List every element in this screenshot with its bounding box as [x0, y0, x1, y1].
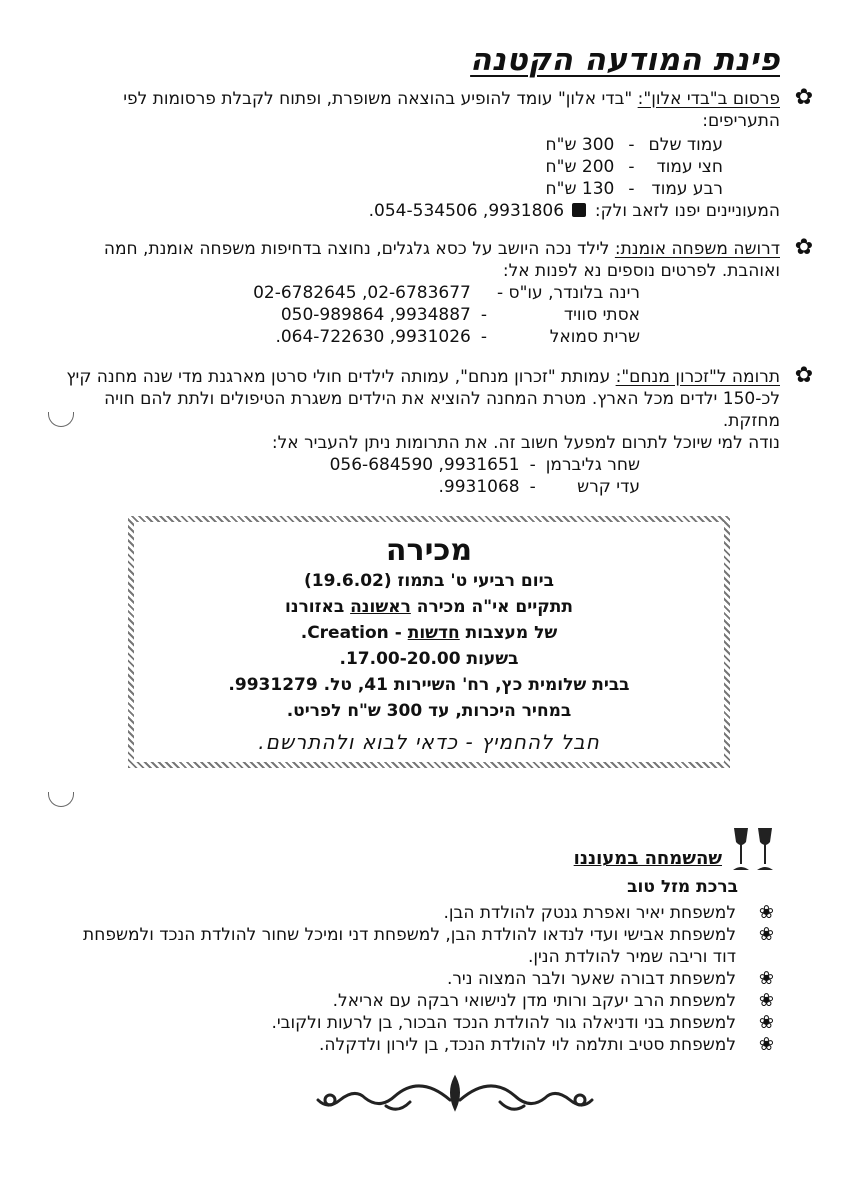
contact-row [243, 282, 640, 304]
contact-name: שחר גליברמן [545, 455, 640, 475]
price-row [532, 178, 723, 200]
contact-row [243, 304, 640, 326]
contact-sep [471, 282, 487, 304]
sale-text: באזורנו [285, 597, 351, 617]
flower-bullet-icon: ✿ [794, 363, 814, 388]
ad-contact-line [60, 200, 780, 222]
contact-phones: 9931026, 064-722630. [275, 327, 471, 347]
contact-row [243, 326, 640, 348]
ad-text: "בדי אלון" עומד להופיע בהוצאה משופרת, ופתוח לקבלת פרסומות לפי התעריפים: [123, 89, 780, 131]
contact-phones: 9931806, 054-534506. [368, 201, 565, 221]
price-label: רבע עמוד [651, 179, 723, 199]
phone-icon [572, 203, 586, 217]
decorative-ornament-icon [310, 1070, 600, 1120]
ad-text: עמותת "זכרון מנחם", עמותה לילדים חולי סרטן מארגנת מדי שנה מחנה קיץ לכ-150 ילדים מכל הארץ. מטרת המחנה להוציא את הילדים משגרת הטיפולים ולתת להם חויה מחזקת. [66, 367, 780, 431]
ad-section-donation [60, 363, 814, 498]
ad-heading: תרומה ל"זכרון מנחם": [615, 367, 780, 387]
blessing-text: למשפחת סטיב ותלמה לוי להולדת הנכד, בן לירון ולדקלה. [319, 1035, 736, 1055]
contact-prefix: המעוניינים יפנו לזאב ולק: [594, 201, 780, 221]
price-row [532, 134, 723, 156]
price-label: עמוד שלם [648, 135, 723, 155]
ad-paragraph [60, 88, 780, 132]
sale-price: במחיר היכרות, עד 300 ש"ח לפריט. [286, 701, 572, 721]
sale-text: של מעצבות [459, 623, 558, 643]
sale-address: בבית שלומית כץ, רח' השיירות 41, טל. 9931279. [228, 675, 630, 695]
price-sep: - [628, 179, 635, 199]
sale-text: תתקיים אי"ה מכירה [410, 597, 573, 617]
simcha-header [60, 826, 780, 876]
contact-phones: 9934887, 050-989864 [280, 305, 471, 325]
contact-row [320, 476, 640, 498]
price-row [532, 156, 723, 178]
sale-date: ביום רביעי ט' בתמוז (19.6.02) [304, 571, 554, 591]
binder-hole [48, 792, 74, 807]
contact-phones: 9931651, 056-684590 [329, 455, 520, 475]
flower-bullet-icon: ❀ [758, 990, 774, 1011]
contact-name: רינה בלונדר, עו"ס - [497, 283, 640, 303]
price-value: 300 ש"ח [545, 135, 615, 155]
ad-text-2: נודה למי שיוכל לתרום למפעל חשוב זה. את התרומות ניתן להעביר אל: [271, 433, 780, 453]
contact-phones: 02-6783677, 02-6782645 [253, 283, 471, 303]
blessing-text: למשפחת אבישי ועדי לנדאו להולדת הבן, למשפחת דני ומיכל שחור להולדת הנכד ולמשפחת דוד וריבה שמיר להולדת הנין. [83, 925, 736, 967]
sale-line-first [134, 594, 724, 620]
flower-bullet-icon: ✿ [794, 85, 814, 110]
ad-text: לילד נכה היושב על כסא גלגלים, נחוצה בדחיפות משפחה אומנת, חמה ואוהבת. לפרטים נוספים נא לפנות אל: [103, 239, 780, 281]
contact-sep: - [480, 305, 487, 325]
list-item [60, 902, 780, 924]
blessing-text: למשפחת בני ודניאלה גור להולדת הנכד הבכור, בן לרעות ולקובי. [271, 1013, 736, 1033]
sale-announcement-box [128, 516, 730, 768]
sale-text-underlined: חדשות [407, 623, 460, 643]
flower-bullet-icon: ❀ [758, 924, 774, 945]
ad-section-publication [60, 85, 814, 222]
simcha-section [60, 826, 780, 1056]
contact-sep: - [529, 455, 536, 475]
price-label: חצי עמוד [656, 157, 723, 177]
contact-table [243, 282, 640, 348]
blessing-text: למשפחת דבורה שאער ולבר המצוה ניר. [446, 969, 736, 989]
ad-section-foster-family [60, 235, 814, 348]
sale-line-designers [134, 620, 724, 646]
price-value: 200 ש"ח [545, 157, 615, 177]
flower-bullet-icon: ❀ [758, 902, 774, 923]
sale-text: - Creation. [300, 623, 408, 643]
contact-sep: - [529, 477, 536, 497]
contact-row [320, 454, 640, 476]
sale-hours: בשעות 17.00-20.00. [339, 649, 519, 669]
contact-table [320, 454, 640, 498]
price-sep: - [628, 135, 635, 155]
ad-heading: פרסום ב"בדי אלון": [637, 89, 780, 109]
flower-bullet-icon: ❀ [758, 968, 774, 989]
price-sep: - [628, 157, 635, 177]
ad-paragraph [60, 366, 780, 432]
sale-title: מכירה [385, 533, 473, 568]
flower-bullet-icon: ✿ [794, 235, 814, 260]
simcha-title: שהשמחה במעוננו [573, 848, 722, 869]
list-item [60, 1012, 780, 1034]
contact-sep: - [480, 327, 487, 347]
price-value: 130 ש"ח [545, 179, 615, 199]
page-title: פינת המודעה הקטנה [470, 42, 780, 78]
contact-name: עדי קרש [577, 477, 640, 497]
list-item [60, 968, 780, 990]
ad-heading: דרושה משפחה אומנת: [614, 239, 780, 259]
contact-phones: 9931068. [438, 477, 520, 497]
simcha-subtitle: ברכת מזל טוב [627, 877, 738, 897]
list-item [60, 924, 780, 968]
blessing-text: למשפחת הרב יעקב ורותי מדן לנישואי רבקה עם אריאל. [332, 991, 736, 1011]
sale-handwritten-note: חבל להחמיץ - כדאי לבוא ולהתרשם. [258, 730, 600, 754]
contact-name: שרית סמואל [549, 327, 640, 347]
wine-glasses-icon [728, 826, 780, 876]
ad-paragraph [60, 238, 780, 282]
flower-bullet-icon: ❀ [758, 1012, 774, 1033]
list-item [60, 1034, 780, 1056]
list-item [60, 990, 780, 1012]
blessing-text: למשפחת יאיר ואפרת גנטק להולדת הבן. [443, 903, 736, 923]
blessings-list [60, 902, 780, 1056]
contact-name: אסתי סוויד [563, 305, 640, 325]
sale-text-underlined: ראשונה [350, 597, 411, 617]
price-table [532, 134, 723, 200]
flower-bullet-icon: ❀ [758, 1034, 774, 1055]
